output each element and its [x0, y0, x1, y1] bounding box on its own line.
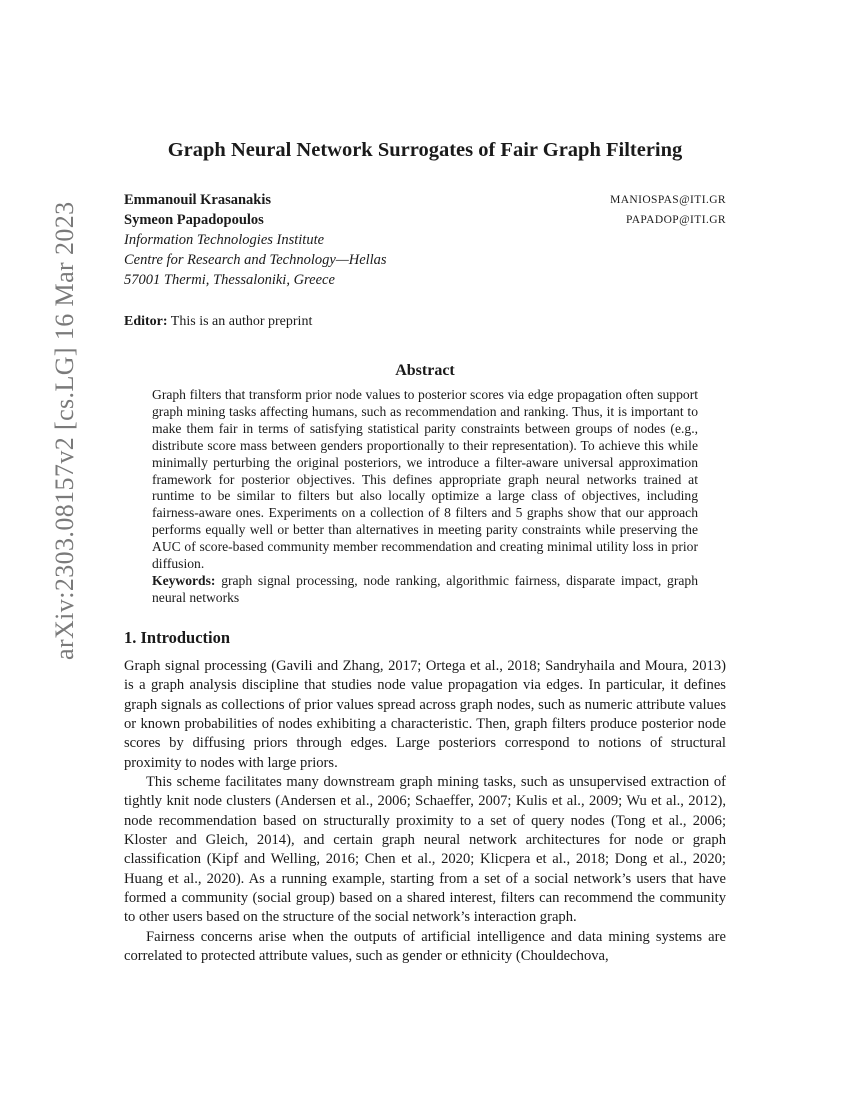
author-block: [124, 190, 726, 290]
section-heading: 1. Introduction: [124, 628, 231, 647]
author-email[interactable]: MANIOSPAS@ITI.GR: [610, 194, 726, 206]
editor-note: [124, 314, 312, 330]
affiliation-line: Information Technologies Institute: [124, 232, 325, 248]
abstract-body: [152, 387, 698, 607]
keywords-text: graph signal processing, node ranking, algorithmic fairness, disparate impact, graph neural networks: [152, 572, 698, 605]
paper-title: Graph Neural Network Surrogates of Fair Graph Filtering: [167, 139, 683, 161]
arxiv-identifier[interactable]: arXiv:2303.08157v2 [cs.LG] 16 Mar 2023: [50, 201, 79, 660]
paragraph: Fairness concerns arise when the outputs of artificial intelligence and data mining systems are correlated to protected attribute values, such as gender or ethnicity (Chouldechova,: [124, 928, 726, 965]
abstract-text: Graph filters that transform prior node values to posterior scores via edge propagation often support graph mining tasks affecting humans, such as recommendation and ranking. Thus, it is important to make them fair in terms of satisfying statistical parity constraints between groups of nodes (e.g., distribute score mass between genders proportionally to their representation). To achieve this while minimally perturbing the original posteriors, we introduce a filter-aware universal approximation framework for posterior objectives. This defines appropriate graph neural networks trained at runtime to be similar to filters but also locally optimize a large class of objectives, including fairness-aware ones. Experiments on a collection of 8 filters and 5 graphs show that our approach performs equally well or better than alternatives in meeting parity constraints while preserving the AUC of score-based community member recommendation and creating minimal utility loss in prior diffusion.: [152, 387, 698, 572]
author-email[interactable]: PAPADOP@ITI.GR: [625, 214, 726, 226]
abstract-heading: Abstract: [395, 362, 455, 379]
editor-label: Editor:: [124, 314, 168, 329]
keywords-line: [152, 573, 698, 607]
affiliation-line: Centre for Research and Technology—Hellas: [124, 252, 387, 268]
author-row: [124, 190, 726, 210]
affiliation-line: 57001 Thermi, Thessaloniki, Greece: [124, 272, 335, 288]
editor-text: This is an author preprint: [167, 314, 313, 329]
author-row: [124, 210, 726, 230]
author-name: Symeon Papadopoulos: [124, 212, 264, 228]
introduction-body: [124, 657, 726, 967]
paragraph: Graph signal processing (Gavili and Zhang, 2017; Ortega et al., 2018; Sandryhaila and Moura, 2013) is a graph analysis discipline that studies node value propagation via edges. In particular, it defines graph signals as collections of prior values spread across graph nodes, such as numeric attribute values or known probabilities of nodes exhibiting a characteristic. Then, graph filters produce posterior node scores by diffusing priors through edges. Large posteriors correspond to notions of structural proximity to nodes with large priors.: [124, 658, 726, 771]
paragraph: This scheme facilitates many downstream graph mining tasks, such as unsupervised extraction of tightly knit node clusters (Andersen et al., 2006; Schaeffer, 2007; Kulis et al., 2009; Wu et al., 2012), node recommendation based on structurally proximity to a set of query nodes (Tong et al., 2006; Kloster and Gleich, 2014), and certain graph neural network architectures for node or graph classification (Kipf and Welling, 2016; Chen et al., 2020; Klicpera et al., 2018; Dong et al., 2020; Huang et al., 2020). As a running example, starting from a set of a social network’s users that have formed a community (social group) based on a shared interest, filters can recommend the community to other users based on the structure of the social network’s interaction graph.: [124, 774, 726, 926]
author-name: Emmanouil Krasanakis: [124, 192, 272, 208]
keywords-label: Keywords:: [152, 572, 216, 588]
